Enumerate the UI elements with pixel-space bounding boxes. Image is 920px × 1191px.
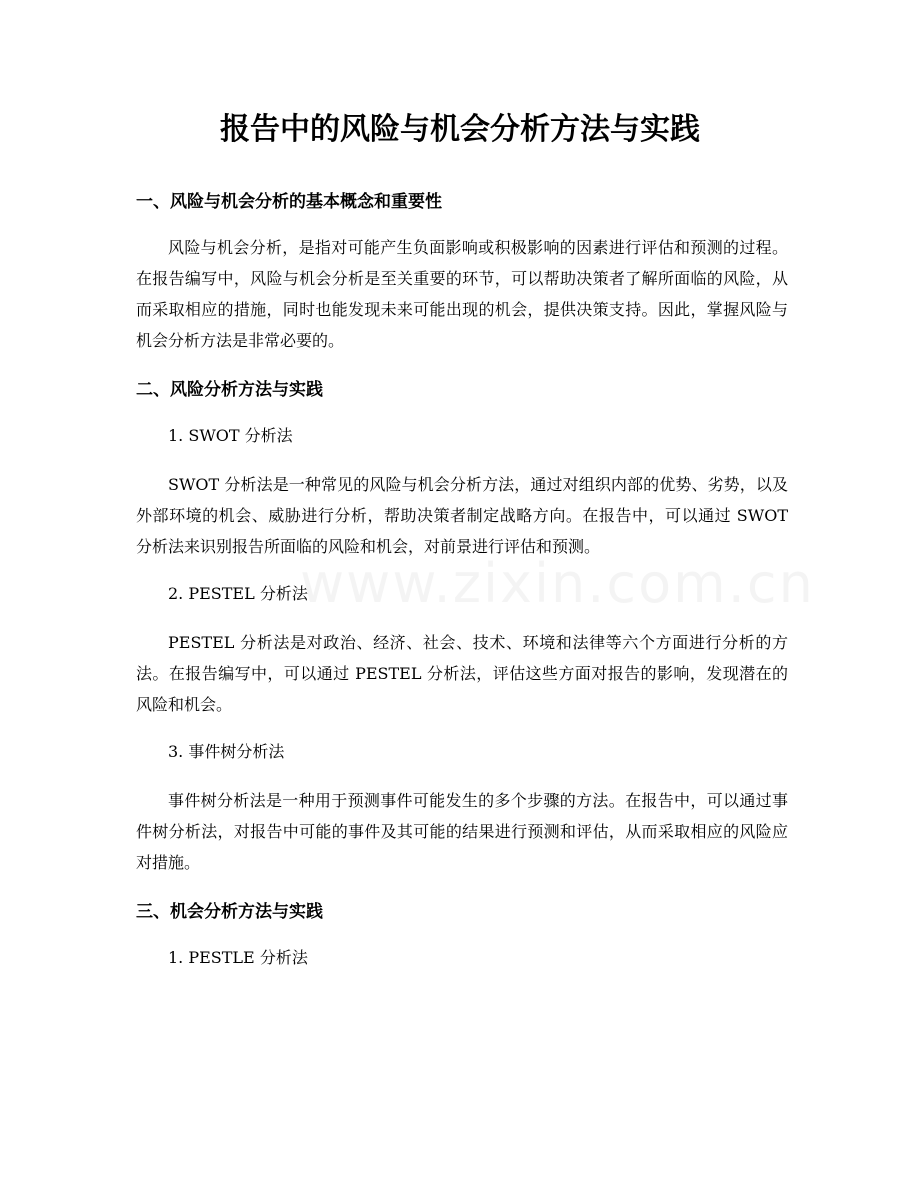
section-heading: 三、机会分析方法与实践 xyxy=(136,902,323,922)
subsection-label: 1. PESTLE 分析法 xyxy=(168,948,308,967)
subsection-paragraph: SWOT 分析法是一种常见的风险与机会分析方法，通过对组织内部的优势、劣势，以及外部环境的机会、威胁进行分析，帮助决策者制定战略方向。在报告中，可以通过 SWOT 分析法来识别报告所面临的风险和机会，对前景进行评估和预测。 xyxy=(136,475,788,556)
subsection-paragraph: 事件树分析法是一种用于预测事件可能发生的多个步骤的方法。在报告中，可以通过事件树分析法，对报告中可能的事件及其可能的结果进行预测和评估，从而采取相应的风险应对措施。 xyxy=(136,791,788,872)
section-3 xyxy=(136,894,788,973)
page-title: 报告中的风险与机会分析方法与实践 xyxy=(220,112,700,147)
document-body xyxy=(136,184,788,991)
section-1 xyxy=(136,184,788,356)
subsection-paragraph: PESTEL 分析法是对政治、经济、社会、技术、环境和法律等六个方面进行分析的方法。在报告编写中，可以通过 PESTEL 分析法，评估这些方面对报告的影响，发现潜在的风险和机会。 xyxy=(136,633,788,714)
subsection-label: 2. PESTEL 分析法 xyxy=(168,584,308,603)
subsection-label: 3. 事件树分析法 xyxy=(168,742,285,761)
section-heading: 二、风险分析方法与实践 xyxy=(136,380,323,400)
subsection-label: 1. SWOT 分析法 xyxy=(168,426,293,445)
section-paragraph: 风险与机会分析，是指对可能产生负面影响或积极影响的因素进行评估和预测的过程。在报告编写中，风险与机会分析是至关重要的环节，可以帮助决策者了解所面临的风险，从而采取相应的措施，同时也能发现未来可能出现的机会，提供决策支持。因此，掌握风险与机会分析方法是非常必要的。 xyxy=(136,238,788,350)
section-heading: 一、风险与机会分析的基本概念和重要性 xyxy=(136,192,442,212)
section-2 xyxy=(136,372,788,878)
